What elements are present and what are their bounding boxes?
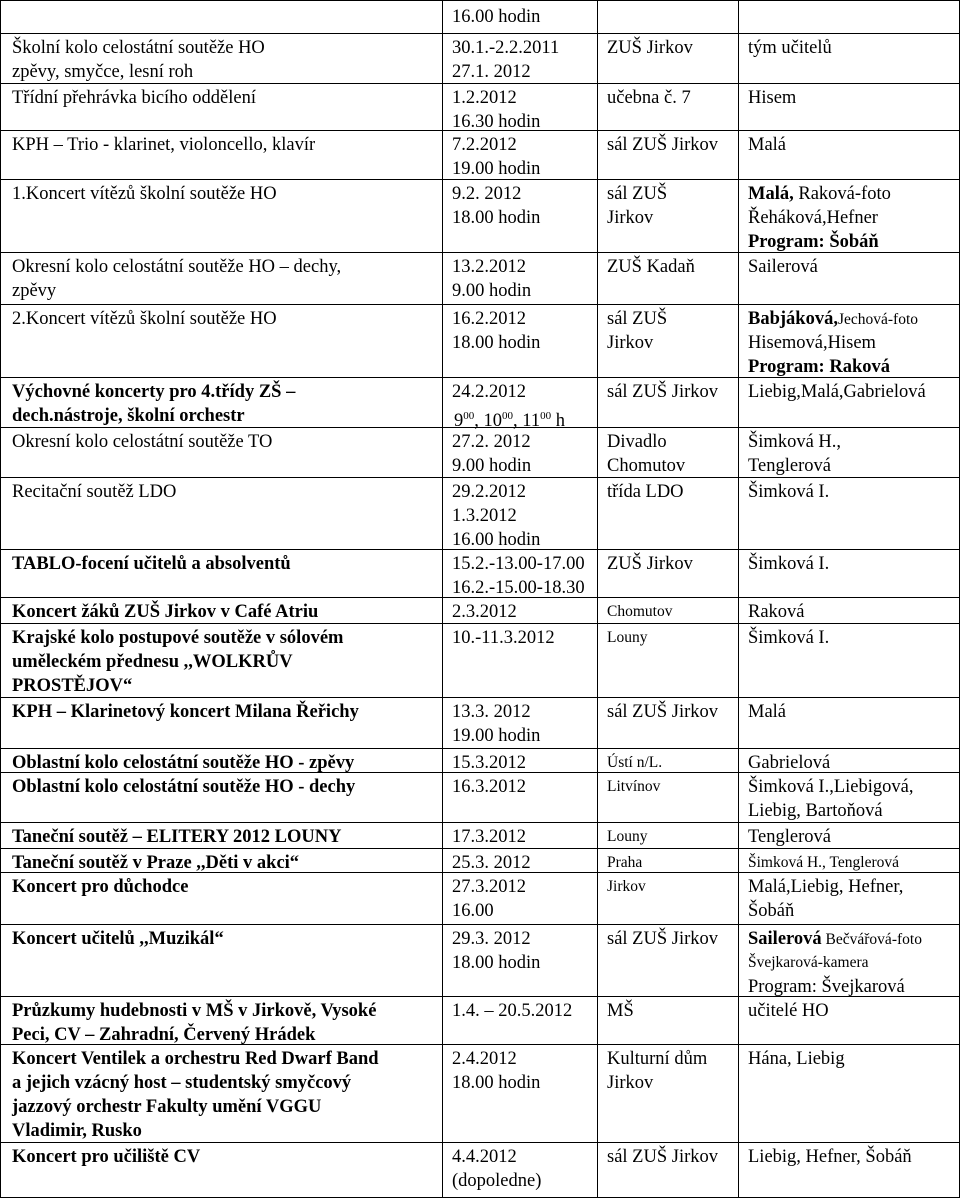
event-date: 16.30 hodin [452,112,541,132]
event-name: jazzový orchestr Fakulty umění VGGU [12,1097,322,1117]
event-date: 1.2.2012 [452,88,517,108]
event-name: Oblastní kolo celostátní soutěže HO - zpěvy [12,753,355,773]
time-part: 10 [483,411,502,432]
event-name: TABLO-focení učitelů a absolventů [12,554,291,574]
event-date: 25.3. 2012 [452,853,531,873]
event-name: Průzkumy hudebnosti v MŠ v Jirkově, Vysoké [12,1001,377,1021]
event-place: ZUŠ Kadaň [607,257,695,277]
row-divider [0,33,960,34]
event-date: 1.3.2012 [452,506,517,526]
event-name: Oblastní kolo celostátní soutěže HO - dechy [12,777,356,797]
event-place: ZUŠ Jirkov [607,554,693,574]
event-place: třída LDO [607,482,684,502]
event-date: 15.3.2012 [452,753,526,773]
event-date: 9.00 hodin [452,456,532,476]
event-date: 2.4.2012 [452,1049,517,1069]
event-staff [748,927,922,952]
event-staff: Švejkarová-kamera [748,954,869,971]
event-date: 27.3.2012 [452,877,526,897]
event-date: 13.3. 2012 [452,702,531,722]
event-name: 2.Koncert vítězů školní soutěže HO [12,309,277,329]
event-date: 1.4. – 20.5.2012 [452,1001,573,1021]
staff-lead: Sailerová [748,929,822,949]
event-date: 30.1.-2.2.2011 [452,38,560,58]
event-date: 16.3.2012 [452,777,526,797]
event-place: sál ZUŠ Jirkov [607,1147,718,1167]
event-date: 27.1. 2012 [452,62,531,82]
event-place: Jirkov [607,878,646,895]
event-staff: Gabrielová [748,753,831,773]
event-name: Okresní kolo celostátní soutěže HO – dechy, [12,257,342,277]
time-part: 11 [522,411,541,432]
event-staff: Malá,Liebig, Hefner, [748,877,904,897]
staff-lead: Babjáková, [748,309,838,329]
event-place: učebna č. 7 [607,88,691,108]
event-date: 18.00 hodin [452,1073,541,1093]
event-date: 29.3. 2012 [452,929,531,949]
event-place: Divadlo [607,432,667,452]
event-place: Chomutov [607,456,686,476]
event-staff: Malá [748,135,787,155]
staff-rest: Bečvářová-foto [821,931,922,948]
program-note [748,355,890,379]
event-staff: Liebig,Malá,Gabrielová [748,382,926,402]
event-staff: Šimková H., [748,432,842,452]
event-staff: Raková [748,602,805,622]
event-staff: Šimková I.,Liebigová, [748,777,914,797]
event-staff: Šimková I. [748,554,830,574]
event-place: MŠ [607,1001,634,1021]
event-date: 9.00 hodin [452,281,532,301]
time-part: , [474,411,484,432]
event-staff [748,307,918,332]
event-place: Jirkov [607,208,654,228]
event-name: Peci, CV – Zahradní, Červený Hrádek [12,1025,316,1045]
event-name: zpěvy, smyčce, lesní roh [12,62,194,82]
event-name: Koncert pro důchodce [12,877,189,897]
program-note-text: Program: Švejkarová [748,977,905,997]
event-place: Chomutov [607,603,673,620]
event-place: sál ZUŠ Jirkov [607,135,718,155]
event-date: 17.3.2012 [452,827,526,847]
event-name: Krajské kolo postupové soutěže v sólovém [12,628,344,648]
event-staff: Hána, Liebig [748,1049,845,1069]
event-staff: Šimková I. [748,628,830,648]
event-staff [748,182,891,206]
event-date: 18.00 hodin [452,953,541,973]
event-date: 18.00 hodin [452,208,541,228]
event-place: Jirkov [607,1073,654,1093]
event-staff: Liebig, Bartoňová [748,801,883,821]
event-place: sál ZUŠ Jirkov [607,929,718,949]
event-staff: Tenglerová [748,456,831,476]
time-minutes: 00 [502,410,513,422]
event-place: Ústí n/L. [607,754,663,771]
event-name: Taneční soutěž v Praze ,,Děti v akci“ [12,853,300,873]
event-name: zpěvy [12,281,57,301]
event-place: sál ZUŠ [607,184,668,204]
row-divider [0,924,960,925]
row-divider [0,0,960,1]
event-name: Koncert Ventilek a orchestru Red Dwarf Band [12,1049,379,1069]
event-name: Okresní kolo celostátní soutěže TO [12,432,273,452]
staff-rest: Raková-foto [793,184,891,204]
time-part: , [513,411,523,432]
event-date: 24.2.2012 [452,382,526,402]
event-staff: tým učitelů [748,38,832,58]
event-date: 4.4.2012 [452,1147,517,1167]
event-name: Třídní přehrávka bicího oddělení [12,88,257,108]
time-part: 9 [454,411,464,432]
event-date: 16.00 [452,901,494,921]
event-date: 13.2.2012 [452,257,526,277]
event-date: 19.00 hodin [452,159,541,179]
event-staff: Liebig, Hefner, Šobáň [748,1147,912,1167]
program-note-text: Program: Šobáň [748,232,879,252]
time-part: h [551,411,565,432]
event-place: sál ZUŠ Jirkov [607,702,718,722]
event-place: Kulturní dům [607,1049,708,1069]
event-name: Výchovné koncerty pro 4.třídy ZŠ – [12,382,296,402]
event-staff: Sailerová [748,257,818,277]
row-divider [0,1142,960,1143]
event-place: Louny [607,629,648,646]
event-date: 16.00 hodin [452,530,541,550]
event-place: Jirkov [607,333,654,353]
event-name: KPH – Trio - klarinet, violoncello, klavír [12,135,316,155]
event-name: uměleckém přednesu ,,WOLKRŮV [12,652,293,672]
event-date: 16.2.-15.00-18.30 [452,578,585,598]
event-place: Praha [607,854,643,871]
event-place: Litvínov [607,778,661,795]
event-name: Koncert učitelů ,,Muzikál“ [12,929,224,949]
event-place: sál ZUŠ Jirkov [607,382,718,402]
event-place: ZUŠ Jirkov [607,38,693,58]
event-name: Koncert pro učiliště CV [12,1147,201,1167]
event-date: 16.2.2012 [452,309,526,329]
event-staff: Hisem [748,88,797,108]
row-divider [0,697,960,698]
event-place: Louny [607,828,648,845]
event-date: 29.2.2012 [452,482,526,502]
staff-lead: Malá, [748,184,794,204]
event-staff: Hisemová,Hisem [748,333,876,353]
program-note [748,230,879,254]
event-date: 9.2. 2012 [452,184,522,204]
event-name: Recitační soutěž LDO [12,482,177,502]
event-date: 16.00 hodin [452,7,541,27]
time-minutes: 00 [540,410,552,422]
event-date: 18.00 hodin [452,333,541,353]
event-name: a jejich vzácný host – studentský smyčcový [12,1073,352,1093]
row-divider [0,304,960,305]
event-staff: Šimková I. [748,482,830,502]
event-staff: Šobáň [748,901,795,921]
event-name: KPH – Klarinetový koncert Milana Řeřichy [12,702,359,722]
event-name: Školní kolo celostátní soutěže HO [12,38,265,58]
event-staff: Malá [748,702,787,722]
event-name: Vladimir, Rusko [12,1121,142,1141]
event-staff: Tenglerová [748,827,831,847]
time-minutes: 00 [463,410,475,422]
event-date: 7.2.2012 [452,135,517,155]
event-staff: Šimková H., Tenglerová [748,854,900,871]
event-times [454,404,565,433]
event-name: Taneční soutěž – ELITERY 2012 LOUNY [12,827,342,847]
event-staff: Řeháková,Hefner [748,208,878,228]
event-date: 10.-11.3.2012 [452,628,555,648]
event-date: 15.2.-13.00-17.00 [452,554,585,574]
program-note [748,975,905,999]
event-date: (dopoledne) [452,1171,542,1191]
event-date: 2.3.2012 [452,602,517,622]
event-name: 1.Koncert vítězů školní soutěže HO [12,184,277,204]
event-name: dech.nástroje, školní orchestr [12,406,245,426]
event-staff: učitelé HO [748,1001,829,1021]
row-divider [0,748,960,749]
event-name: Koncert žáků ZUŠ Jirkov v Café Atriu [12,602,319,622]
staff-rest: Jechová-foto [837,311,919,328]
event-name: PROSTĚJOV“ [12,676,133,696]
event-date: 27.2. 2012 [452,432,531,452]
event-date: 19.00 hodin [452,726,541,746]
event-place: sál ZUŠ [607,309,668,329]
program-note-text: Program: Raková [748,357,890,377]
